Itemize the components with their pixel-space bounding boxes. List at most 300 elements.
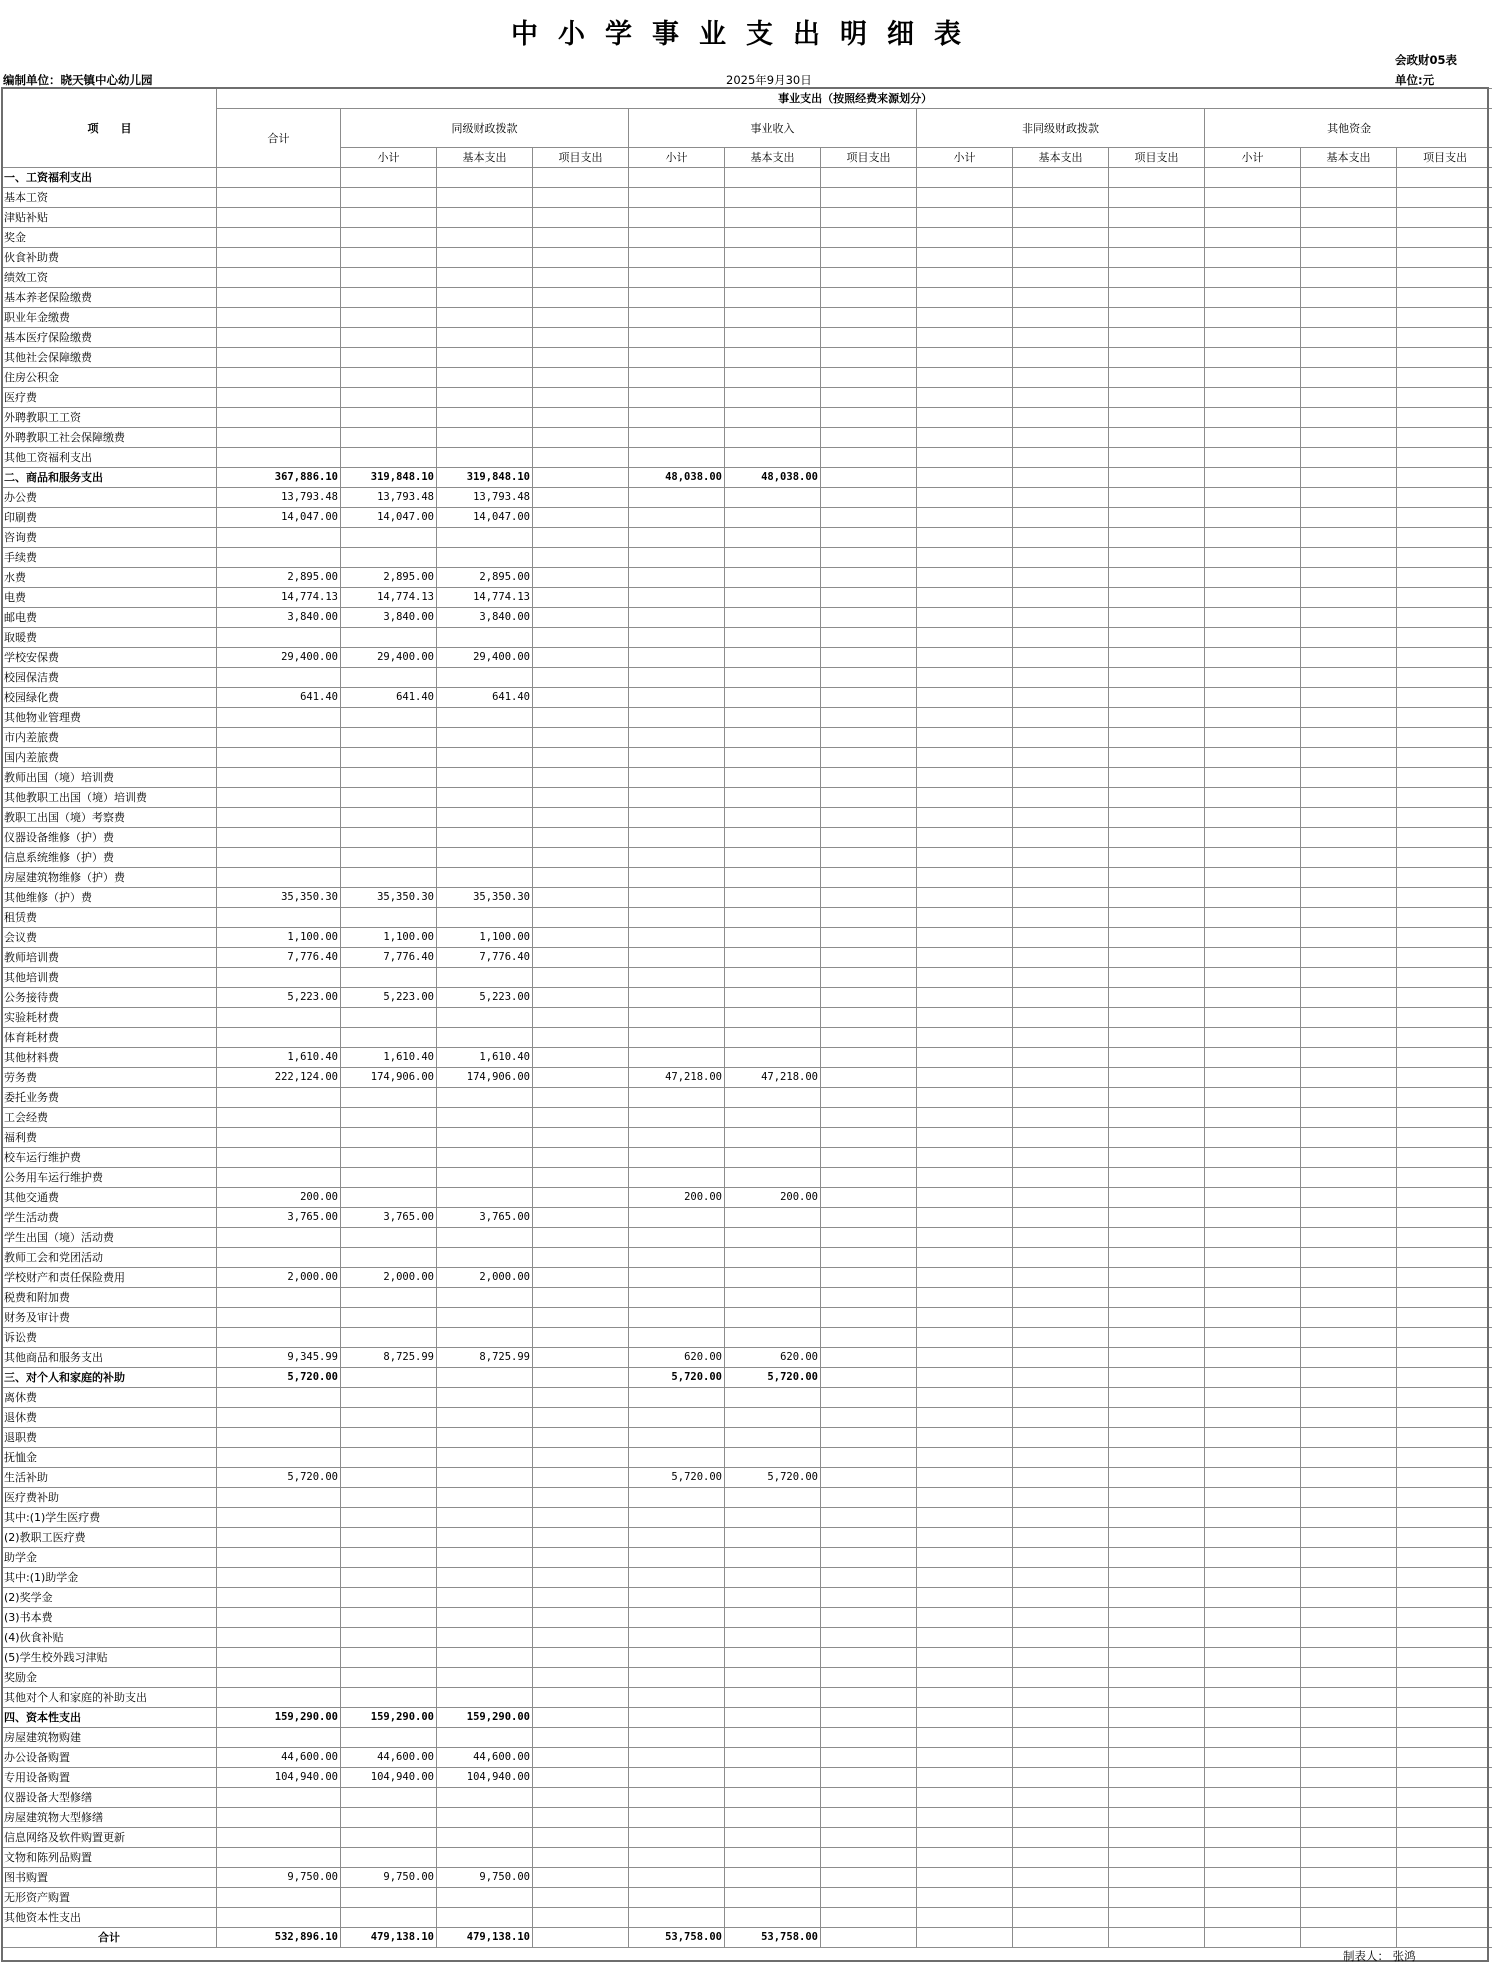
amount-cell <box>917 468 1013 488</box>
table-row <box>3 848 1492 868</box>
amount-cell <box>217 808 341 828</box>
amount-cell <box>629 248 725 268</box>
amount-cell <box>533 408 629 428</box>
amount-cell <box>341 828 437 848</box>
row-label: 伙食补助费 <box>3 248 217 268</box>
amount-cell <box>1205 1788 1301 1808</box>
amount-cell <box>1013 1028 1109 1048</box>
amount-cell <box>917 448 1013 468</box>
table-row <box>3 1328 1492 1348</box>
amount-cell <box>1205 1368 1301 1388</box>
amount-cell <box>533 1568 629 1588</box>
amount-cell <box>1301 528 1397 548</box>
amount-cell: 1,610.40 <box>341 1048 437 1068</box>
amount-cell <box>217 728 341 748</box>
amount-cell <box>533 1108 629 1128</box>
amount-cell <box>341 1008 437 1028</box>
amount-cell <box>629 388 725 408</box>
amount-cell <box>437 1788 533 1808</box>
row-label: 体育耗材费 <box>3 1028 217 1048</box>
amount-cell <box>629 1508 725 1528</box>
row-label: 其他资本性支出 <box>3 1908 217 1928</box>
amount-cell <box>629 448 725 468</box>
amount-cell <box>1301 1728 1397 1748</box>
amount-cell <box>437 248 533 268</box>
amount-cell <box>917 1608 1013 1628</box>
row-label: 津贴补贴 <box>3 208 217 228</box>
amount-cell <box>1301 1128 1397 1148</box>
amount-cell <box>725 1788 821 1808</box>
amount-cell: 3,765.00 <box>341 1208 437 1228</box>
amount-cell <box>629 668 725 688</box>
amount-cell <box>821 788 917 808</box>
amount-cell <box>217 1828 341 1848</box>
amount-cell <box>217 548 341 568</box>
amount-cell: 2,895.00 <box>437 568 533 588</box>
amount-cell <box>1109 1268 1205 1288</box>
amount-cell <box>1397 968 1492 988</box>
amount-cell <box>1301 448 1397 468</box>
amount-cell <box>1109 408 1205 428</box>
amount-cell <box>217 1308 341 1328</box>
amount-cell <box>1301 1908 1397 1928</box>
amount-cell <box>629 1888 725 1908</box>
amount-cell <box>1013 428 1109 448</box>
table-row <box>3 1028 1492 1048</box>
amount-cell <box>533 1728 629 1748</box>
amount-cell <box>1205 1748 1301 1768</box>
table-row <box>3 1688 1492 1708</box>
amount-cell <box>725 1648 821 1668</box>
amount-cell <box>1205 1448 1301 1468</box>
amount-cell <box>437 1528 533 1548</box>
amount-cell <box>821 988 917 1008</box>
table-row <box>3 748 1492 768</box>
amount-cell <box>1109 1688 1205 1708</box>
amount-cell <box>1013 308 1109 328</box>
amount-cell <box>1109 1728 1205 1748</box>
amount-cell <box>1013 968 1109 988</box>
amount-cell <box>533 1888 629 1908</box>
amount-cell <box>1397 1228 1492 1248</box>
amount-cell <box>1397 1468 1492 1488</box>
group-header-same-level-fiscal: 同级财政拨款 <box>341 109 629 148</box>
amount-cell <box>629 168 725 188</box>
amount-cell <box>1301 928 1397 948</box>
amount-cell: 3,765.00 <box>217 1208 341 1228</box>
amount-cell <box>917 828 1013 848</box>
amount-cell <box>1205 1028 1301 1048</box>
row-label: 一、工资福利支出 <box>3 168 217 188</box>
amount-cell <box>1301 1468 1397 1488</box>
amount-cell <box>821 528 917 548</box>
amount-cell <box>1109 1068 1205 1088</box>
amount-cell <box>1301 548 1397 568</box>
amount-cell: 13,793.48 <box>217 488 341 508</box>
amount-cell: 29,400.00 <box>437 648 533 668</box>
amount-cell <box>341 368 437 388</box>
amount-cell <box>917 1128 1013 1148</box>
amount-cell <box>1301 328 1397 348</box>
amount-cell <box>1397 268 1492 288</box>
amount-cell <box>533 1328 629 1348</box>
amount-cell <box>1205 1508 1301 1528</box>
amount-cell <box>1013 1368 1109 1388</box>
amount-cell <box>629 608 725 628</box>
row-label: 邮电费 <box>3 608 217 628</box>
amount-cell: 5,720.00 <box>217 1368 341 1388</box>
amount-cell <box>437 1728 533 1748</box>
amount-cell <box>1109 1128 1205 1148</box>
table-row <box>3 1608 1492 1628</box>
amount-cell <box>1301 628 1397 648</box>
amount-cell <box>1205 1388 1301 1408</box>
amount-cell <box>533 1488 629 1508</box>
amount-cell <box>1301 1488 1397 1508</box>
amount-cell <box>1205 208 1301 228</box>
amount-cell <box>1109 668 1205 688</box>
amount-cell: 29,400.00 <box>341 648 437 668</box>
amount-cell: 14,047.00 <box>341 508 437 528</box>
amount-cell <box>917 1268 1013 1288</box>
amount-cell <box>1205 1888 1301 1908</box>
amount-cell <box>1205 1068 1301 1088</box>
amount-cell <box>629 808 725 828</box>
amount-cell: 3,840.00 <box>217 608 341 628</box>
amount-cell <box>821 168 917 188</box>
amount-cell: 479,138.10 <box>341 1928 437 1948</box>
table-row <box>3 1828 1492 1848</box>
row-label: 无形资产购置 <box>3 1888 217 1908</box>
table-row <box>3 588 1492 608</box>
amount-cell: 159,290.00 <box>437 1708 533 1728</box>
amount-cell <box>1109 1908 1205 1928</box>
amount-cell <box>533 1528 629 1548</box>
table-row <box>3 788 1492 808</box>
amount-cell <box>437 788 533 808</box>
amount-cell <box>1109 728 1205 748</box>
amount-cell <box>917 248 1013 268</box>
amount-cell <box>341 1368 437 1388</box>
amount-cell <box>1013 1928 1109 1948</box>
amount-cell <box>821 848 917 868</box>
amount-cell <box>629 1808 725 1828</box>
amount-cell: 5,223.00 <box>437 988 533 1008</box>
amount-cell <box>1109 188 1205 208</box>
amount-cell <box>821 1748 917 1768</box>
amount-cell <box>1013 268 1109 288</box>
amount-cell <box>341 1828 437 1848</box>
amount-cell <box>629 1688 725 1708</box>
amount-cell <box>917 748 1013 768</box>
amount-cell <box>629 268 725 288</box>
row-label: 办公费 <box>3 488 217 508</box>
amount-cell <box>533 1928 629 1948</box>
amount-cell <box>1205 288 1301 308</box>
amount-cell <box>217 528 341 548</box>
amount-cell <box>341 1728 437 1748</box>
amount-cell <box>725 568 821 588</box>
amount-cell <box>725 1908 821 1928</box>
amount-cell <box>437 1008 533 1028</box>
subheader-cell: 项目支出 <box>821 148 917 168</box>
row-label: 会议费 <box>3 928 217 948</box>
amount-cell <box>1397 1088 1492 1108</box>
amount-cell <box>217 848 341 868</box>
amount-cell <box>917 1308 1013 1328</box>
amount-cell <box>217 1808 341 1828</box>
amount-cell: 1,610.40 <box>437 1048 533 1068</box>
amount-cell <box>1013 988 1109 1008</box>
amount-cell <box>533 248 629 268</box>
amount-cell <box>1109 748 1205 768</box>
subheader-cell: 项目支出 <box>1109 148 1205 168</box>
amount-cell <box>437 1168 533 1188</box>
amount-cell <box>917 1408 1013 1428</box>
amount-cell <box>1013 208 1109 228</box>
amount-cell <box>437 908 533 928</box>
amount-cell <box>341 788 437 808</box>
amount-cell <box>917 768 1013 788</box>
row-label: 三、对个人和家庭的补助 <box>3 1368 217 1388</box>
amount-cell <box>1397 1568 1492 1588</box>
amount-cell <box>1013 808 1109 828</box>
amount-cell <box>1013 928 1109 948</box>
amount-cell <box>1013 1268 1109 1288</box>
amount-cell <box>341 528 437 548</box>
amount-cell <box>1109 708 1205 728</box>
amount-cell <box>437 1128 533 1148</box>
amount-cell <box>1301 1568 1397 1588</box>
amount-cell <box>1109 288 1205 308</box>
amount-cell <box>217 1888 341 1908</box>
amount-cell: 5,720.00 <box>217 1468 341 1488</box>
amount-cell <box>1205 968 1301 988</box>
amount-cell <box>917 1348 1013 1368</box>
amount-cell <box>341 708 437 728</box>
amount-cell <box>917 288 1013 308</box>
table-row <box>3 668 1492 688</box>
amount-cell <box>725 1728 821 1748</box>
report-title: 中小学事业支出明细表 <box>511 19 981 50</box>
amount-cell <box>917 608 1013 628</box>
amount-cell <box>1301 1788 1397 1808</box>
amount-cell <box>1205 368 1301 388</box>
amount-cell <box>821 508 917 528</box>
amount-cell <box>821 748 917 768</box>
amount-cell <box>917 1708 1013 1728</box>
amount-cell <box>1013 528 1109 548</box>
amount-cell <box>341 1228 437 1248</box>
amount-cell <box>217 1128 341 1148</box>
amount-cell <box>533 1788 629 1808</box>
expenditure-table <box>2 88 1492 1948</box>
amount-cell <box>821 708 917 728</box>
amount-cell <box>725 368 821 388</box>
amount-cell <box>917 1748 1013 1768</box>
table-row <box>3 1128 1492 1148</box>
amount-cell <box>1013 408 1109 428</box>
row-label: 退职费 <box>3 1428 217 1448</box>
table-row <box>3 1908 1492 1928</box>
amount-cell <box>1301 788 1397 808</box>
amount-cell <box>1109 1488 1205 1508</box>
amount-cell <box>725 308 821 328</box>
amount-cell <box>1109 488 1205 508</box>
amount-cell <box>341 768 437 788</box>
amount-cell <box>437 1488 533 1508</box>
amount-cell <box>1301 828 1397 848</box>
amount-cell <box>533 1688 629 1708</box>
amount-cell <box>917 1188 1013 1208</box>
amount-cell <box>917 368 1013 388</box>
amount-cell <box>725 1388 821 1408</box>
amount-cell <box>437 1028 533 1048</box>
amount-cell <box>1013 588 1109 608</box>
amount-cell <box>533 1308 629 1328</box>
table-row <box>3 1388 1492 1408</box>
amount-cell <box>1013 488 1109 508</box>
amount-cell <box>725 1208 821 1228</box>
amount-cell <box>1109 248 1205 268</box>
row-label: 咨询费 <box>3 528 217 548</box>
amount-cell <box>217 208 341 228</box>
amount-cell <box>341 1408 437 1428</box>
row-label: 离休费 <box>3 1388 217 1408</box>
amount-cell <box>1397 348 1492 368</box>
amount-cell <box>725 628 821 648</box>
row-label: 税费和附加费 <box>3 1288 217 1308</box>
amount-cell <box>1109 468 1205 488</box>
table-row <box>3 648 1492 668</box>
amount-cell <box>1109 508 1205 528</box>
total-header: 合计 <box>217 109 341 168</box>
amount-cell <box>821 1528 917 1548</box>
amount-cell <box>821 1328 917 1348</box>
amount-cell <box>725 748 821 768</box>
amount-cell <box>437 808 533 828</box>
amount-cell <box>917 1228 1013 1248</box>
amount-cell <box>533 1068 629 1088</box>
amount-cell <box>1301 908 1397 928</box>
amount-cell <box>917 1108 1013 1128</box>
amount-cell <box>217 1448 341 1468</box>
amount-cell <box>533 448 629 468</box>
amount-cell <box>437 1308 533 1328</box>
amount-cell <box>1205 1308 1301 1328</box>
amount-cell <box>725 348 821 368</box>
amount-cell <box>917 848 1013 868</box>
amount-cell <box>725 1148 821 1168</box>
amount-cell <box>1205 488 1301 508</box>
amount-cell <box>1109 1208 1205 1228</box>
amount-cell <box>437 428 533 448</box>
amount-cell: 7,776.40 <box>437 948 533 968</box>
amount-cell <box>1205 708 1301 728</box>
amount-cell <box>1397 1148 1492 1168</box>
amount-cell <box>1301 248 1397 268</box>
row-label: 工会经费 <box>3 1108 217 1128</box>
amount-cell <box>629 1328 725 1348</box>
amount-cell <box>1301 1268 1397 1288</box>
amount-cell <box>1013 1468 1109 1488</box>
amount-cell <box>1397 1548 1492 1568</box>
amount-cell <box>1397 1668 1492 1688</box>
amount-cell <box>1109 1288 1205 1308</box>
amount-cell <box>1109 988 1205 1008</box>
amount-cell <box>1397 868 1492 888</box>
table-row <box>3 1088 1492 1108</box>
amount-cell: 319,848.10 <box>341 468 437 488</box>
amount-cell <box>725 248 821 268</box>
table-row <box>3 228 1492 248</box>
amount-cell <box>629 728 725 748</box>
amount-cell <box>217 348 341 368</box>
amount-cell <box>437 1648 533 1668</box>
amount-cell <box>533 288 629 308</box>
amount-cell <box>917 588 1013 608</box>
amount-cell <box>533 1408 629 1428</box>
amount-cell <box>1109 1048 1205 1068</box>
amount-cell <box>1205 228 1301 248</box>
amount-cell <box>1109 1628 1205 1648</box>
amount-cell <box>217 1248 341 1268</box>
amount-cell <box>1397 768 1492 788</box>
amount-cell <box>1013 1428 1109 1448</box>
amount-cell <box>917 888 1013 908</box>
amount-cell: 159,290.00 <box>217 1708 341 1728</box>
amount-cell <box>533 1908 629 1928</box>
section-row <box>3 468 1492 488</box>
amount-cell <box>917 1088 1013 1108</box>
row-label: 其他培训费 <box>3 968 217 988</box>
amount-cell <box>1013 1888 1109 1908</box>
amount-cell <box>725 768 821 788</box>
amount-cell <box>1205 668 1301 688</box>
amount-cell <box>437 1388 533 1408</box>
row-label: 其他材料费 <box>3 1048 217 1068</box>
amount-cell <box>629 1668 725 1688</box>
amount-cell: 5,720.00 <box>725 1368 821 1388</box>
row-label: 医疗费 <box>3 388 217 408</box>
amount-cell: 174,906.00 <box>437 1068 533 1088</box>
amount-cell <box>1397 608 1492 628</box>
table-row <box>3 1268 1492 1288</box>
amount-cell <box>437 168 533 188</box>
amount-cell <box>341 268 437 288</box>
row-label: 基本养老保险缴费 <box>3 288 217 308</box>
amount-cell <box>1301 668 1397 688</box>
amount-cell <box>1109 428 1205 448</box>
amount-cell: 319,848.10 <box>437 468 533 488</box>
amount-cell <box>1109 608 1205 628</box>
amount-cell <box>1205 628 1301 648</box>
amount-cell <box>1109 568 1205 588</box>
amount-cell: 1,610.40 <box>217 1048 341 1068</box>
amount-cell <box>629 1568 725 1588</box>
amount-cell <box>629 1548 725 1568</box>
row-label: 租赁费 <box>3 908 217 928</box>
amount-cell <box>1109 1248 1205 1268</box>
table-row <box>3 1888 1492 1908</box>
amount-cell <box>1205 888 1301 908</box>
group-header-business-income: 事业收入 <box>629 109 917 148</box>
amount-cell <box>821 1028 917 1048</box>
amount-cell <box>341 1168 437 1188</box>
amount-cell <box>217 1608 341 1628</box>
amount-cell <box>1013 1588 1109 1608</box>
amount-cell <box>629 588 725 608</box>
